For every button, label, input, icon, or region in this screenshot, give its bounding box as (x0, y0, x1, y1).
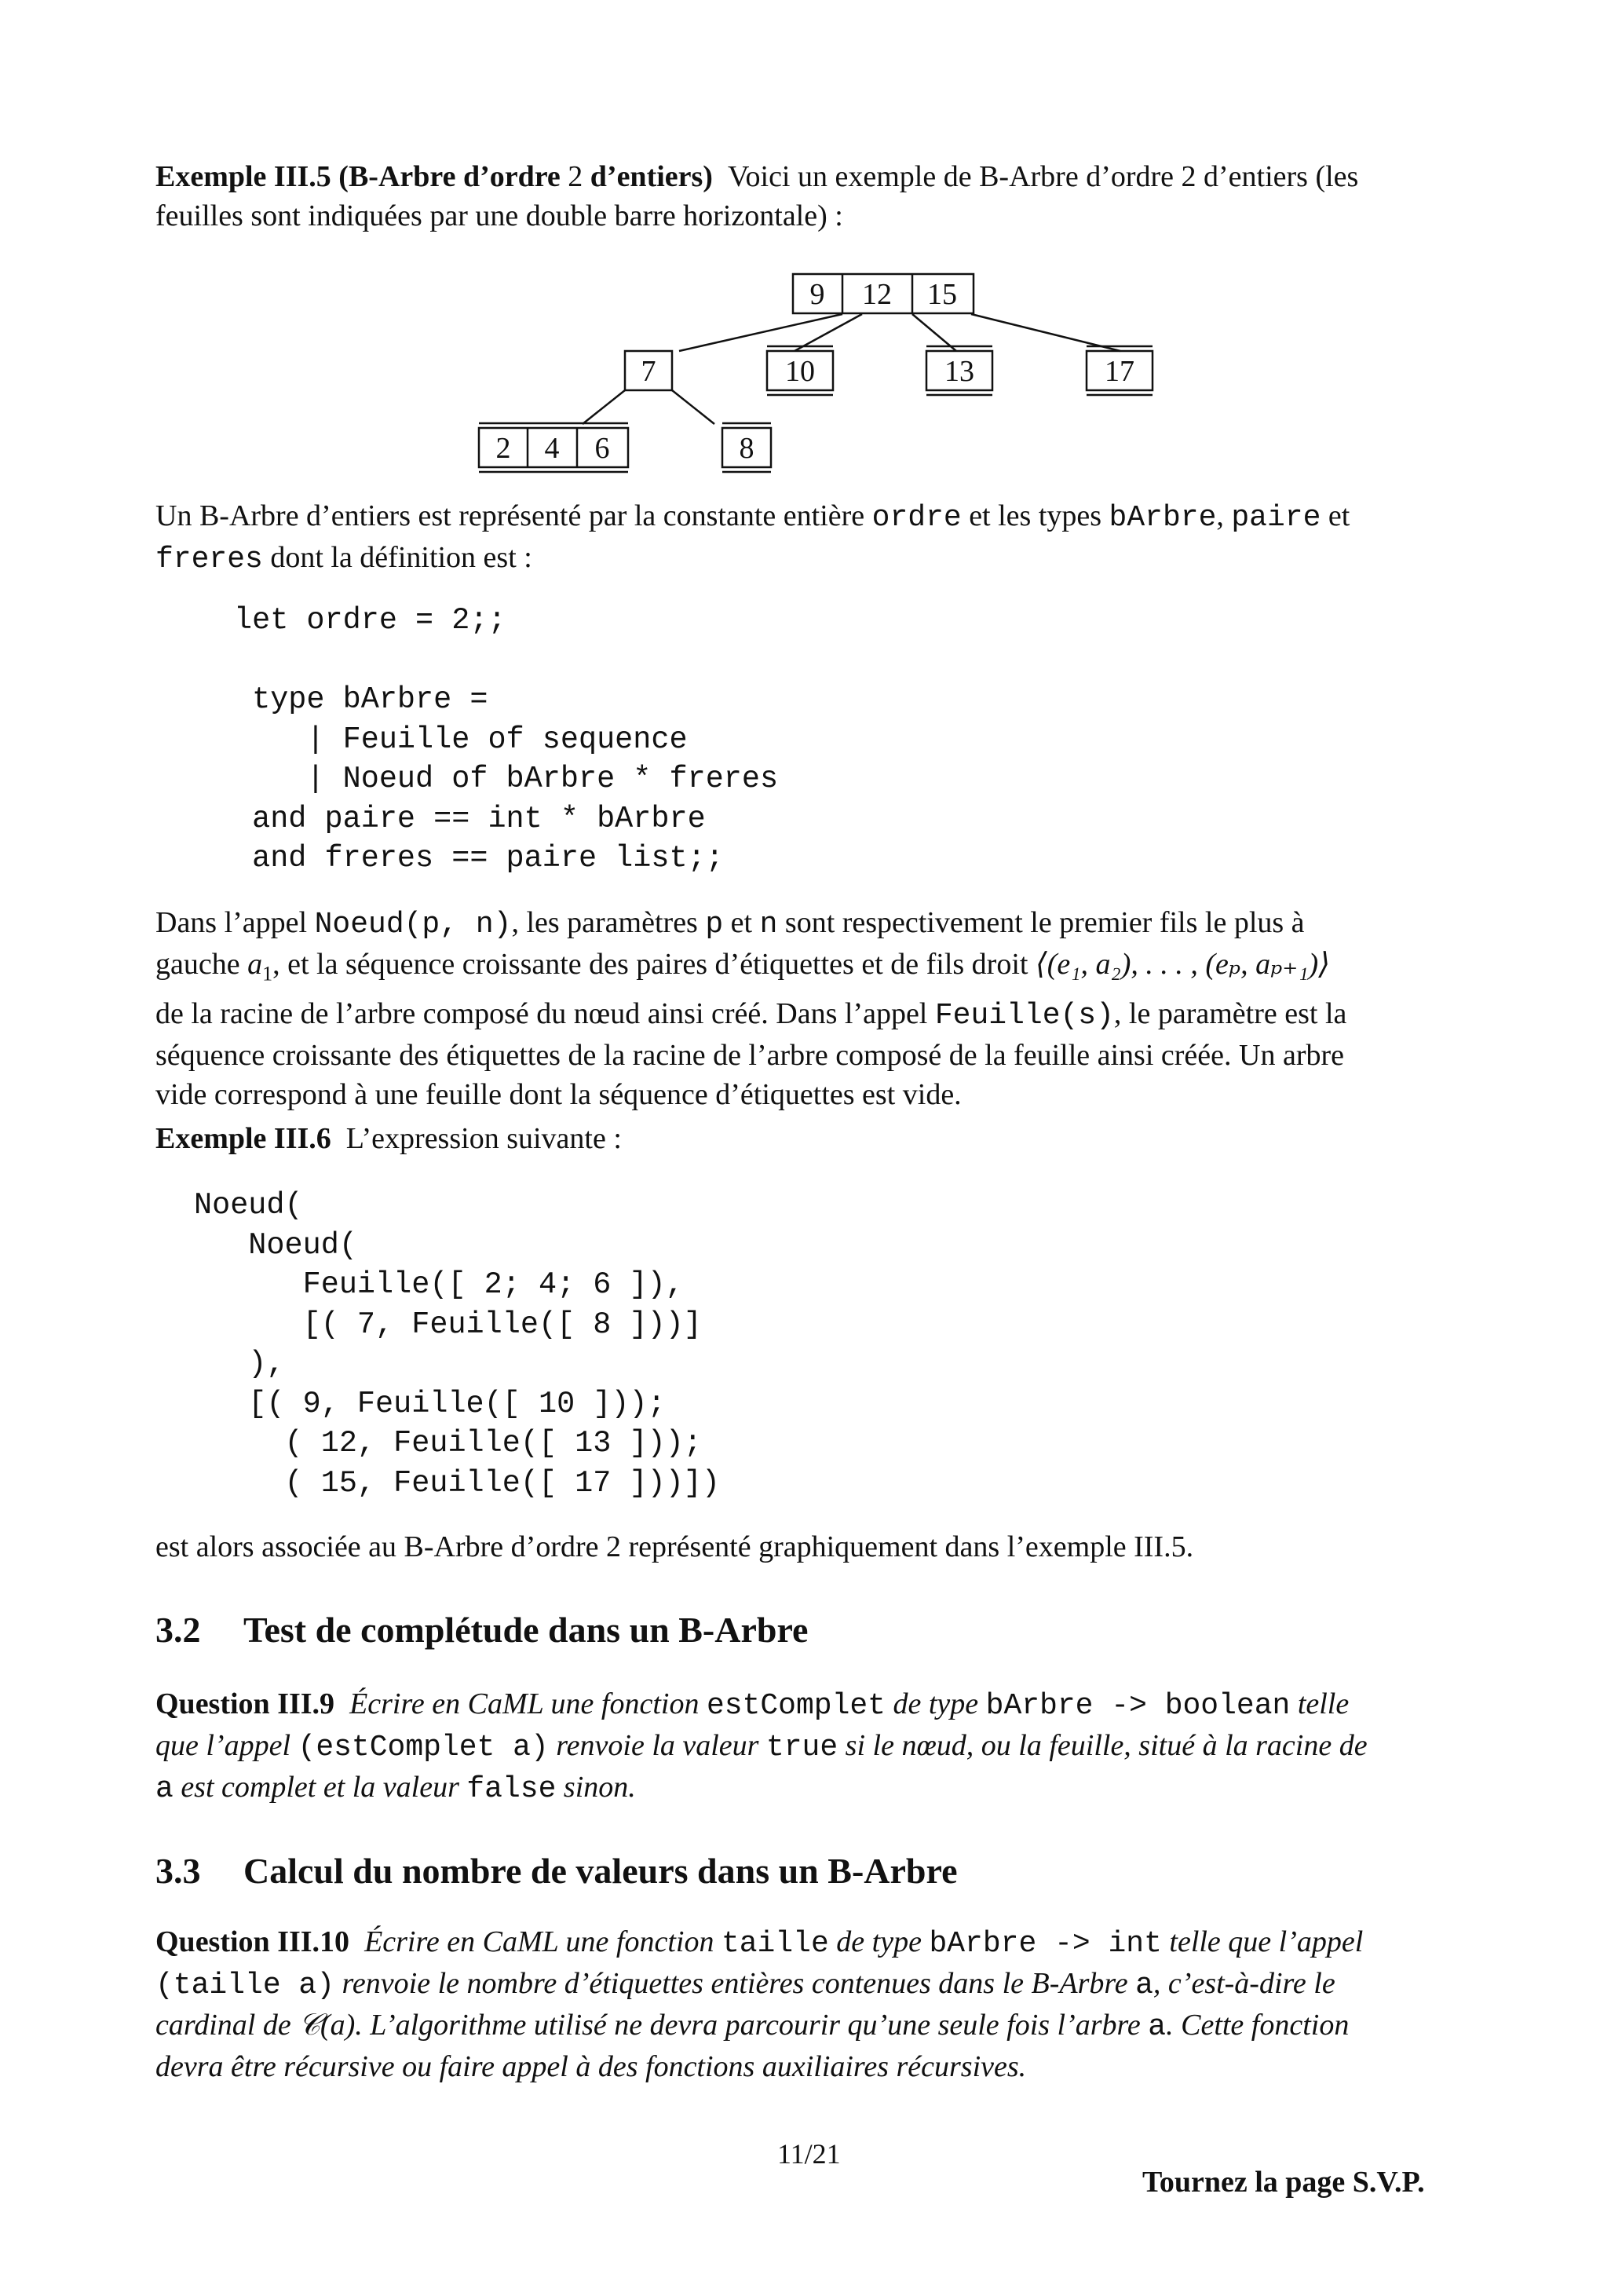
tree-edges (583, 314, 1120, 424)
estcomplet-fn: estComplet (706, 1689, 886, 1723)
node-7-key: 7 (641, 355, 656, 388)
taille-type: bArbre -> int (929, 1927, 1162, 1961)
expr-line-5: ), (194, 1347, 285, 1381)
noeud-line-2: gauche $a_1$, et la séquence croissante des paires d’étiquettes et de fils droit ⟨(e₁, a₂), . . . , (eₚ, aₚ₊₁)⟩ (155, 948, 1331, 985)
leaf-2-4-6 (479, 423, 628, 472)
noeud-paragraph (155, 903, 1474, 1114)
section-3-3-number: 3.3 (155, 1851, 201, 1891)
expr-line-6: [( 9, Feuille([ 10 ])); (194, 1386, 666, 1421)
leaf-246-key-1: 2 (495, 432, 511, 465)
root-key-2: 12 (862, 278, 892, 311)
code-block-expression (194, 1186, 720, 1503)
section-3-2-title: Test de complétude dans un B-Arbre (243, 1610, 809, 1650)
expr-line-8: ( 15, Feuille([ 17 ]))]) (194, 1465, 721, 1501)
root-key-1: 9 (809, 278, 825, 311)
leaf-8 (722, 423, 771, 472)
paire-keyword: paire (1231, 501, 1321, 535)
section-3-3-title: Calcul du nombre de valeurs dans un B-Arbre (243, 1851, 958, 1891)
cardinal-math: 𝒞(a) (298, 2009, 356, 2042)
expr-line-4: [( 7, Feuille([ 8 ]))] (194, 1307, 702, 1342)
repr-line-1: Un B-Arbre d’entiers est représenté par la constante entière ordre et les types bArbre, paire et (155, 499, 1350, 535)
taille-fn: taille (721, 1927, 829, 1961)
leaf-17-key: 17 (1105, 355, 1134, 388)
example-5-line-2: feuilles sont indiquées par une double barre horizontale) : (155, 199, 843, 232)
example-6-heading (155, 1119, 1474, 1158)
ordre-keyword: ordre (871, 501, 962, 535)
code-line-2: type bArbre = (234, 682, 488, 717)
expr-line-1: Noeud( (194, 1188, 303, 1223)
question-10-line-2: (taille a) renvoie le nombre d’étiquettes entières contenues dans le B-Arbre a, c’est-à-dire le (155, 1967, 1335, 2002)
code-line-5: and paire == int * bArbre (234, 801, 706, 836)
edge-7-8 (672, 390, 714, 424)
noeud-call: Noeud(p, n) (314, 908, 512, 941)
repr-line-2: freres dont la définition est : (155, 541, 532, 576)
code-line-4: | Noeud of bArbre * freres (234, 762, 779, 796)
feuille-call: Feuille(s) (934, 998, 1114, 1033)
estcomplet-type: bArbre -> boolean (985, 1689, 1291, 1723)
noeud-line-5: vide correspond à une feuille dont la séquence d’étiquettes est vide. (155, 1077, 962, 1111)
question-9-line-1: Question III.9 Écrire en CaML une fonction estComplet de type bArbre -> boolean telle (155, 1687, 1350, 1723)
section-3-3-heading (155, 1849, 958, 1893)
page-number: 11/21 (777, 2138, 841, 2170)
noeud-line-1: Dans l’appel Noeud(p, n), les paramètres p et n sont respectivement le premier fils le plus à (155, 906, 1305, 941)
example-6-label: Exemple III.6 (155, 1122, 331, 1155)
question-10-label: Question III.10 (155, 1925, 350, 1958)
question-10-line-1: Question III.10 Écrire en CaML une fonction taille de type bArbre -> int telle que l’appel (155, 1925, 1364, 1961)
code-block-definitions (234, 601, 778, 879)
freres-keyword: freres (155, 543, 263, 576)
leaf-17 (1087, 346, 1153, 395)
leaf-246-key-2: 4 (544, 432, 560, 465)
code-line-blank (234, 641, 778, 681)
leaf-13-key: 13 (944, 355, 974, 388)
code-line-3: | Feuille of sequence (234, 722, 688, 757)
example-6-text: L’expression suivante : (345, 1122, 622, 1155)
noeud-line-3: de la racine de l’arbre composé du nœud ainsi créé. Dans l’appel Feuille(s), le paramètre est la (155, 996, 1347, 1033)
b-tree-figure (0, 0, 1622, 503)
example-5-label: Exemple III.5 (B-Arbre d’ordre 2 d’entiers) (155, 160, 713, 193)
code-line-1: let ordre = 2;; (234, 603, 506, 638)
math-sequence: ⟨(e₁, a₂), . . . , (eₚ, aₚ₊₁)⟩ (1035, 948, 1331, 981)
leaf-246-key-3: 6 (594, 432, 610, 465)
barbre-keyword: bArbre (1109, 501, 1217, 535)
root-key-3: 15 (927, 278, 957, 311)
leaf-10 (767, 346, 833, 395)
question-9-line-3: a est complet et la valeur false sinon. (155, 1771, 636, 1806)
leaf-8-key: 8 (739, 432, 754, 465)
math-a1: a (247, 948, 263, 981)
question-10-line-3: cardinal de 𝒞(a). L’algorithme utilisé ne devra parcourir qu’une seule fois l’arbre a. Cette fonction (155, 2009, 1350, 2044)
edge-7-246 (583, 390, 625, 424)
representation-paragraph (155, 496, 1474, 579)
question-9-label: Question III.9 (155, 1687, 335, 1720)
code-line-6: and freres == paire list;; (234, 841, 724, 876)
example-5-text: Voici un exemple de B-Arbre d’ordre 2 d’entiers (les (727, 160, 1359, 193)
section-3-2-number: 3.2 (155, 1610, 201, 1650)
question-10 (155, 1922, 1474, 2086)
node-root (793, 274, 974, 313)
noeud-line-4: séquence croissante des étiquettes de la racine de l’arbre composé de la feuille ainsi créée. Un arbre (155, 1038, 1344, 1072)
node-7 (625, 351, 672, 390)
expr-line-3: Feuille([ 2; 4; 6 ]), (194, 1267, 684, 1302)
question-9-line-2: que l’appel (estComplet a) renvoie la valeur true si le nœud, ou la feuille, situé à la racine de (155, 1729, 1368, 1764)
after-expression-text: est alors associée au B-Arbre d’ordre 2 représenté graphiquement dans l’exemple III.5. (155, 1530, 1194, 1563)
question-9 (155, 1684, 1474, 1809)
turn-page-note: Tournez la page S.V.P. (1142, 2166, 1425, 2199)
section-3-2-heading (155, 1608, 808, 1652)
expr-line-2: Noeud( (194, 1227, 357, 1263)
leaf-10-key: 10 (785, 355, 815, 388)
expr-line-7: ( 12, Feuille([ 13 ])); (194, 1426, 702, 1461)
leaf-13 (926, 346, 992, 395)
question-10-line-4: devra être récursive ou faire appel à des fonctions auxiliaires récursives. (155, 2050, 1027, 2083)
